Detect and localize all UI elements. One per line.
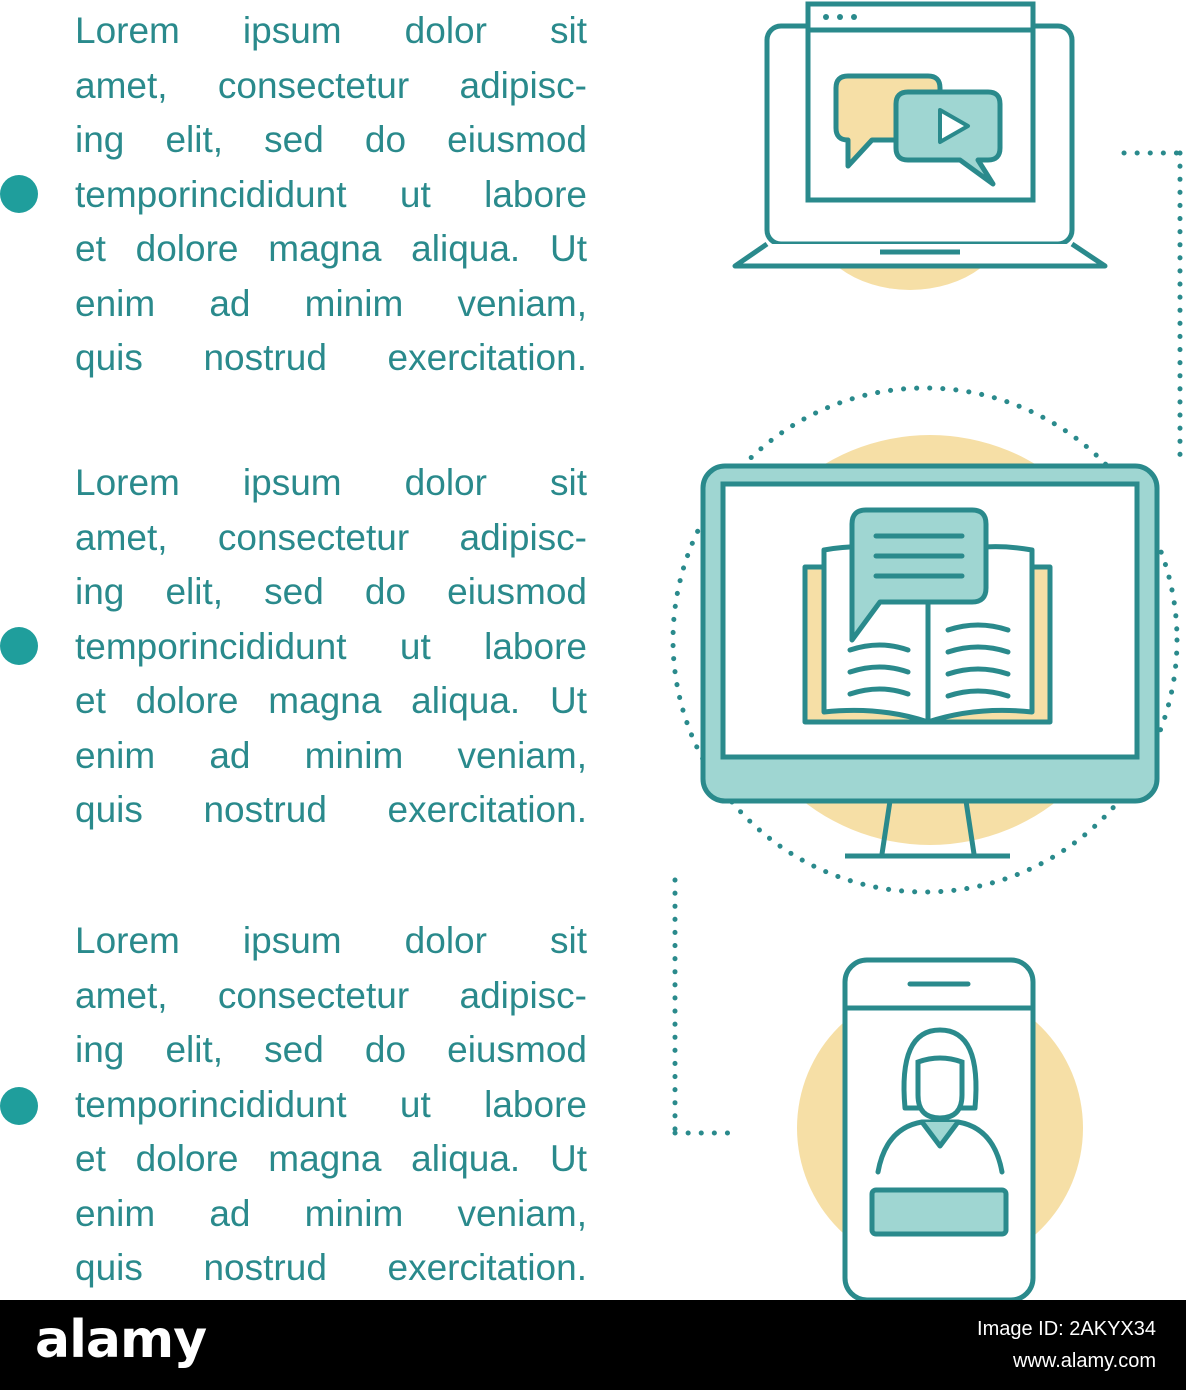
- footer-logo: alamy: [35, 1310, 207, 1370]
- paragraph-2-line: Lorem ipsum dolor sit: [75, 462, 587, 503]
- paragraph-3-line: amet, consectetur adipisc-: [75, 974, 587, 1016]
- paragraph-3-line: et dolore magna aliqua. Ut: [75, 1138, 587, 1179]
- paragraph-3-line: Lorem ipsum dolor sit: [75, 920, 587, 961]
- monitor-book-chat-icon: [673, 388, 1177, 892]
- user-face: [918, 1058, 962, 1118]
- paragraph-1-line: enim ad minim veniam,: [75, 282, 587, 324]
- paragraph-2-line: quis nostrud exercitation.: [75, 789, 587, 830]
- dotted-connector-bottom: [675, 880, 735, 1133]
- paragraph-1-line: temporincididunt ut labore: [75, 173, 587, 215]
- paragraph-1-line: et dolore magna aliqua. Ut: [75, 228, 587, 269]
- paragraph-2-line: ing elit, sed do eiusmod: [75, 571, 587, 612]
- browser-dot: [851, 14, 857, 20]
- paragraph-3-line: ing elit, sed do eiusmod: [75, 1029, 587, 1070]
- paragraph-2-line: amet, consectetur adipisc-: [75, 516, 587, 558]
- profile-name-bar: [872, 1190, 1006, 1234]
- footer-url: www.alamy.com: [1013, 1350, 1156, 1372]
- paragraph-1-line: amet, consectetur adipisc-: [75, 64, 587, 106]
- paragraph-1-line: ing elit, sed do eiusmod: [75, 119, 587, 160]
- paragraph-3-line: enim ad minim veniam,: [75, 1192, 587, 1234]
- smartphone-user-profile-icon: [797, 960, 1083, 1300]
- paragraph-3-line: temporincididunt ut labore: [75, 1083, 587, 1125]
- footer-image-id: Image ID: 2AKYX34: [977, 1318, 1156, 1340]
- paragraph-1-line: Lorem ipsum dolor sit: [75, 10, 587, 51]
- paragraph-2-line: et dolore magna aliqua. Ut: [75, 680, 587, 721]
- paragraph-2-line: temporincididunt ut labore: [75, 625, 587, 667]
- paragraph-1-line: quis nostrud exercitation.: [75, 337, 587, 378]
- dotted-connector-top: [1124, 153, 1180, 462]
- laptop-base: [735, 244, 1105, 266]
- browser-dot: [837, 14, 843, 20]
- stock-footer-bar: [0, 1300, 1186, 1390]
- paragraph-2-line: enim ad minim veniam,: [75, 734, 587, 776]
- paragraph-3-line: quis nostrud exercitation.: [75, 1247, 587, 1288]
- browser-dot: [823, 14, 829, 20]
- laptop-video-chat-icon: [735, 4, 1105, 290]
